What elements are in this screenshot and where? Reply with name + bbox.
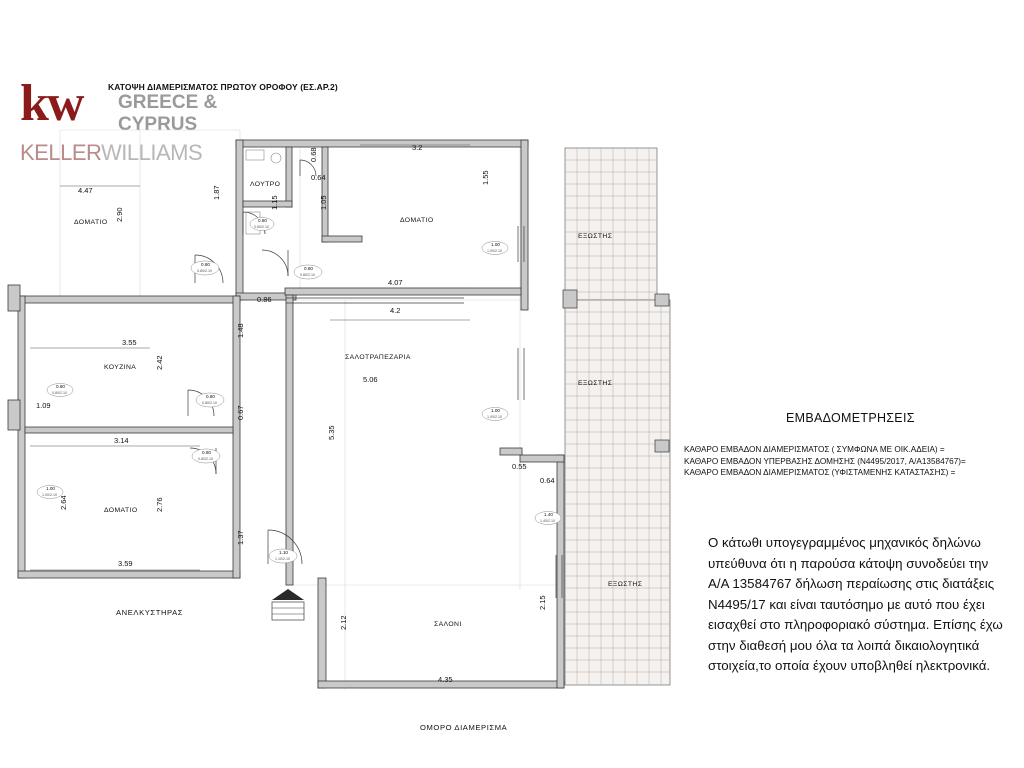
- dim-1-05: 1.05: [319, 195, 328, 210]
- room-loutro: ΛΟΥΤΡΟ: [250, 181, 281, 188]
- svg-text:0.80: 0.80: [206, 394, 215, 399]
- dim-0-86: 0.86: [257, 295, 272, 304]
- door-tag-w: 0.80: [201, 262, 210, 267]
- area-line-3: ΚΑΘΑΡΟ ΕΜΒΑΔΟΝ ΔΙΑΜΕΡΙΣΜΑΤΟΣ (ΥΦΙΣΤΑΜΕΝΗΣ ΚΑΤΑΣΤΑΣΗΣ) =: [684, 468, 956, 477]
- dim-1-15: 1.15: [270, 195, 279, 210]
- svg-text:0.80: 0.80: [56, 384, 65, 389]
- declaration-line-3: Α/Α 13584767 δήλωση περαίωσης στις διατάξεις: [708, 576, 995, 591]
- dim-0-64b: 0.64: [540, 476, 555, 485]
- room-kouzina: ΚΟΥΖΙΝΑ: [104, 364, 137, 371]
- room-saloni: ΣΑΛΟΝΙ: [434, 621, 462, 628]
- engineer-declaration-block: [708, 533, 1024, 677]
- room-domatio-top-right: ΔΟΜΑΤΙΟ: [400, 217, 434, 224]
- svg-text:0.80: 0.80: [202, 450, 211, 455]
- label-exostis-3: ΕΞΩΣΤΗΣ: [608, 581, 643, 588]
- declaration-line-1: Ο κάτωθι υπογεγραμμένος μηχανικός δηλώνω: [708, 535, 981, 550]
- label-anelkystiras: ΑΝΕΛΚΥΣΤΗΡΑΣ: [116, 608, 184, 617]
- svg-text:0.80/2.10: 0.80/2.10: [202, 401, 217, 405]
- door-tag-h: 0.80/2.10: [197, 269, 212, 273]
- dim-1-87: 1.87: [212, 185, 221, 200]
- svg-text:1.00: 1.00: [491, 408, 500, 413]
- svg-text:1.00: 1.00: [46, 486, 55, 491]
- logo-greece-label: GREECE &: [118, 92, 218, 113]
- svg-text:1.00/2.10: 1.00/2.10: [487, 249, 502, 253]
- dim-0-67: 0.67: [236, 405, 245, 420]
- dim-4-07: 4.07: [388, 278, 403, 287]
- dim-1-09: 1.09: [36, 401, 51, 410]
- declaration-line-4: Ν4495/17 και είναι ταυτόσημο με αυτό που έχει: [708, 596, 985, 612]
- dim-1-37: 1.37: [236, 530, 245, 545]
- declaration-line-6: στην διαθεσή μου όλα τα λοιπά δικαιολογητικά: [708, 637, 980, 653]
- dim-4-2: 4.2: [390, 306, 401, 315]
- dim-5-06: 5.06: [363, 375, 378, 384]
- areas-measurements-block: [684, 444, 1024, 479]
- svg-text:1.10: 1.10: [279, 550, 288, 555]
- logo-keller-word: KELLER: [20, 140, 101, 165]
- logo-cyprus-label: CYPRUS: [118, 114, 198, 135]
- svg-text:1.40: 1.40: [544, 512, 553, 517]
- label-exostis-1: ΕΞΩΣΤΗΣ: [578, 233, 613, 240]
- dim-2-76: 2.76: [155, 497, 164, 512]
- svg-text:0.80: 0.80: [304, 266, 313, 271]
- dim-3-2: 3.2: [412, 143, 423, 152]
- room-salotrapezaria: ΣΑΛΟΤΡΑΠΕΖΑΡΙΑ: [345, 354, 411, 361]
- dim-1-48: 1.48: [236, 323, 245, 338]
- areas-heading: ΕΜΒΑΔΟΜΕΤΡΗΣΕΙΣ: [786, 411, 915, 425]
- room-domatio-left: ΔΟΜΑΤΙΟ: [104, 507, 138, 514]
- svg-text:1.00/2.10: 1.00/2.10: [487, 415, 502, 419]
- area-line-2: ΚΑΘΑΡΟ ΕΜΒΑΔΟΝ ΥΠΕΡΒΑΣΗΣ ΔΟΜΗΣΗΣ (Ν4495/2017, Α/Α13584767)=: [684, 456, 966, 466]
- svg-text:0.80/2.10: 0.80/2.10: [52, 391, 67, 395]
- dim-2-64: 2.64: [59, 495, 68, 510]
- dim-4-47: 4.47: [78, 186, 93, 195]
- room-domatio-top-left: ΔΟΜΑΤΙΟ: [74, 219, 108, 226]
- declaration-line-2: υπεύθυνα ότι η παρούσα κάτοψη συνοδεύει την: [708, 555, 989, 571]
- svg-text:0.80/2.10: 0.80/2.10: [198, 457, 213, 461]
- dim-5-35: 5.35: [327, 425, 336, 440]
- dim-3-14: 3.14: [114, 436, 129, 445]
- label-exostis-2: ΕΞΩΣΤΗΣ: [578, 380, 613, 387]
- logo-williams-word: WILLIAMS: [100, 140, 203, 165]
- dim-1-55: 1.55: [481, 170, 490, 185]
- declaration-line-5: εισαχθεί στο πληροφοριακό σύστημα. Επίσης έχω: [708, 617, 1003, 632]
- svg-text:1.00: 1.00: [491, 242, 500, 247]
- logo-kw-mark: kw: [20, 75, 83, 132]
- svg-text:1.40/2.10: 1.40/2.10: [540, 519, 555, 523]
- label-omoro-diamerisma: ΟΜΟΡΟ ΔΙΑΜΕΡΙΣΜΑ: [420, 723, 508, 732]
- dim-0-68: 0.68: [309, 147, 318, 162]
- svg-text:1.10/2.10: 1.10/2.10: [275, 557, 290, 561]
- area-line-1: ΚΑΘΑΡΟ ΕΜΒΑΔΟΝ ΔΙΑΜΕΡΙΣΜΑΤΟΣ ( ΣΥΜΦΩΝΑ ΜΕ ΟΙΚ.ΑΔΕΙΑ) =: [684, 445, 945, 454]
- dim-2-15: 2.15: [538, 595, 547, 610]
- dim-2-12: 2.12: [339, 615, 348, 630]
- dim-3-59: 3.59: [118, 559, 133, 568]
- page-title: ΚΑΤΟΨΗ ΔΙΑΜΕΡΙΣΜΑΤΟΣ ΠΡΩΤΟΥ ΟΡΟΦΟΥ (ΕΣ.ΑΡ.2): [108, 82, 338, 92]
- dim-0-64: 0.64: [311, 173, 326, 182]
- declaration-line-7: στοιχεία,το οποία έχουν υποβληθεί ηλεκτρονικά.: [708, 658, 991, 673]
- dim-2-42: 2.42: [155, 355, 164, 370]
- dim-3-55: 3.55: [122, 338, 137, 347]
- svg-text:0.80/2.10: 0.80/2.10: [300, 273, 315, 277]
- dim-4-35: 4.35: [438, 675, 453, 684]
- dim-2-90: 2.90: [115, 207, 124, 222]
- svg-text:1.00/2.10: 1.00/2.10: [42, 493, 57, 497]
- dim-0-55: 0.55: [512, 462, 527, 471]
- svg-text:0.80: 0.80: [258, 218, 267, 223]
- svg-text:0.80/2.10: 0.80/2.10: [254, 225, 269, 229]
